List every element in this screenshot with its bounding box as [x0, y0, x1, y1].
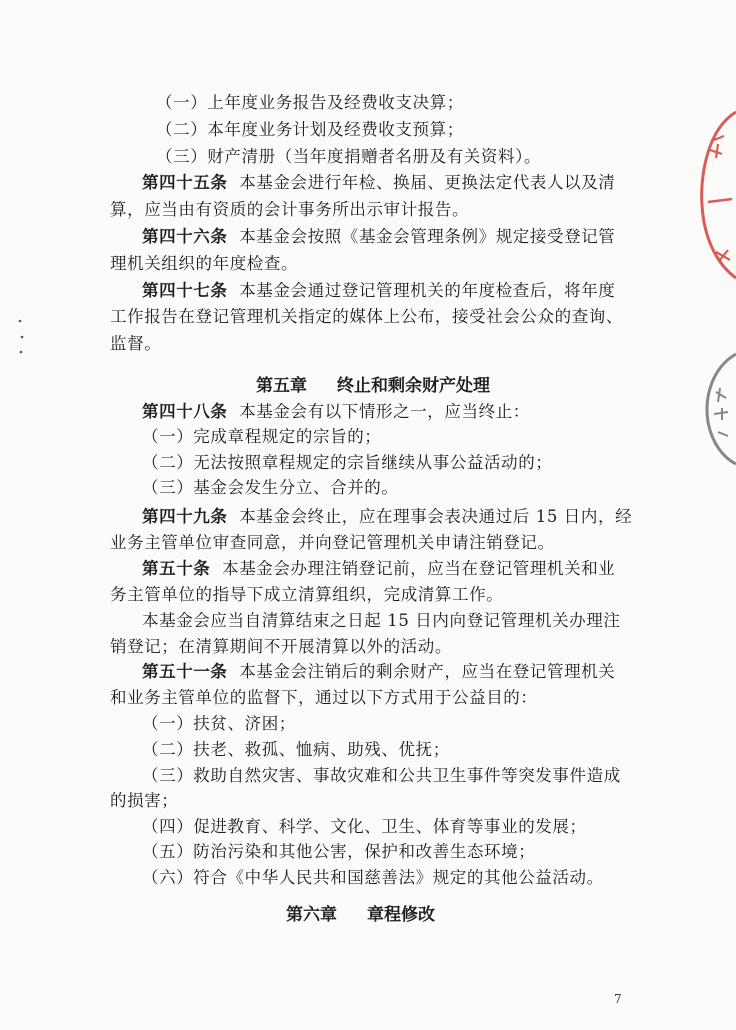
article-number: 第四十七条 — [142, 281, 228, 300]
text-line: （三）救助自然灾害、事故灾难和公共卫生事件等突发事件造成 — [142, 766, 621, 785]
text-line: 本基金会应当自清算结束之日起 15 日内向登记管理机关办理注 — [142, 611, 621, 630]
text-line: （二）无法按照章程规定的宗旨继续从事公益活动的； — [142, 453, 553, 472]
article-number: 第四十五条 — [142, 173, 228, 192]
article-line: 第四十八条 本基金会有以下情形之一，应当终止： — [142, 402, 530, 421]
text-line: 算，应当由有资质的会计事务所出示审计报告。 — [110, 200, 470, 219]
article-line: 第四十九条 本基金会终止，应在理事会表决通过后 15 日内，经 — [142, 507, 633, 526]
text-line: （二）本年度业务计划及经费收支预算； — [156, 120, 464, 139]
gray-seal-fragment — [700, 352, 736, 467]
text-line: 工作报告在登记管理机关指定的媒体上公布，接受社会公众的查询、 — [110, 307, 623, 326]
text-line: 和业务主管单位的监督下，通过以下方式用于公益目的： — [110, 688, 538, 707]
text-line: （二）扶老、救孤、恤病、助残、优抚； — [142, 740, 450, 759]
text-line: 监督。 — [110, 334, 162, 353]
text-line: 的损害； — [110, 791, 179, 810]
article-line: 第四十六条 本基金会按照《基金会管理条例》规定接受登记管 — [142, 227, 616, 246]
article-line: 第五十一条 本基金会注销后的剩余财产，应当在登记管理机关 — [142, 662, 616, 681]
page-number: 7 — [614, 992, 622, 1006]
binding-marks — [14, 318, 28, 358]
text-line: （一）完成章程规定的宗旨的； — [142, 427, 382, 446]
text-line: 务主管单位的指导下成立清算组织，完成清算工作。 — [110, 585, 504, 604]
text-line: （三）基金会发生分立、合并的。 — [142, 478, 399, 497]
text-line: （一）扶贫、济困； — [142, 714, 296, 733]
chapter-heading: 第六章 章程修改 — [286, 905, 435, 925]
chapter-heading: 第五章 终止和剩余财产处理 — [256, 376, 490, 396]
article-number: 第四十九条 — [142, 507, 228, 526]
article-line: 第四十五条 本基金会进行年检、换届、更换法定代表人以及清 — [142, 173, 616, 192]
text-line: 销登记；在清算期间不开展清算以外的活动。 — [110, 637, 452, 656]
text-line: （五）防治污染和其他公害，保护和改善生态环境； — [142, 842, 536, 861]
text-line: （四）促进教育、科学、文化、卫生、体育等事业的发展； — [142, 817, 587, 836]
text-line: （六）符合《中华人民共和国慈善法》规定的其他公益活动。 — [142, 868, 604, 887]
text-line: 业务主管单位审查同意，并向登记管理机关申请注销登记。 — [110, 533, 555, 552]
article-number: 第四十六条 — [142, 227, 228, 246]
article-number: 第五十一条 — [142, 662, 228, 681]
red-seal-fragment — [696, 110, 736, 280]
article-number: 第四十八条 — [142, 402, 228, 421]
article-number: 第五十条 — [142, 559, 211, 578]
article-line: 第五十条 本基金会办理注销登记前，应当在登记管理机关和业 — [142, 559, 616, 578]
text-line: （三）财产清册（当年度捐赠者名册及有关资料）。 — [156, 147, 542, 166]
text-line: （一）上年度业务报告及经费收支决算； — [156, 93, 464, 112]
article-line: 第四十七条 本基金会通过登记管理机关的年度检查后，将年度 — [142, 281, 616, 300]
text-line: 理机关组织的年度检查。 — [110, 254, 299, 273]
